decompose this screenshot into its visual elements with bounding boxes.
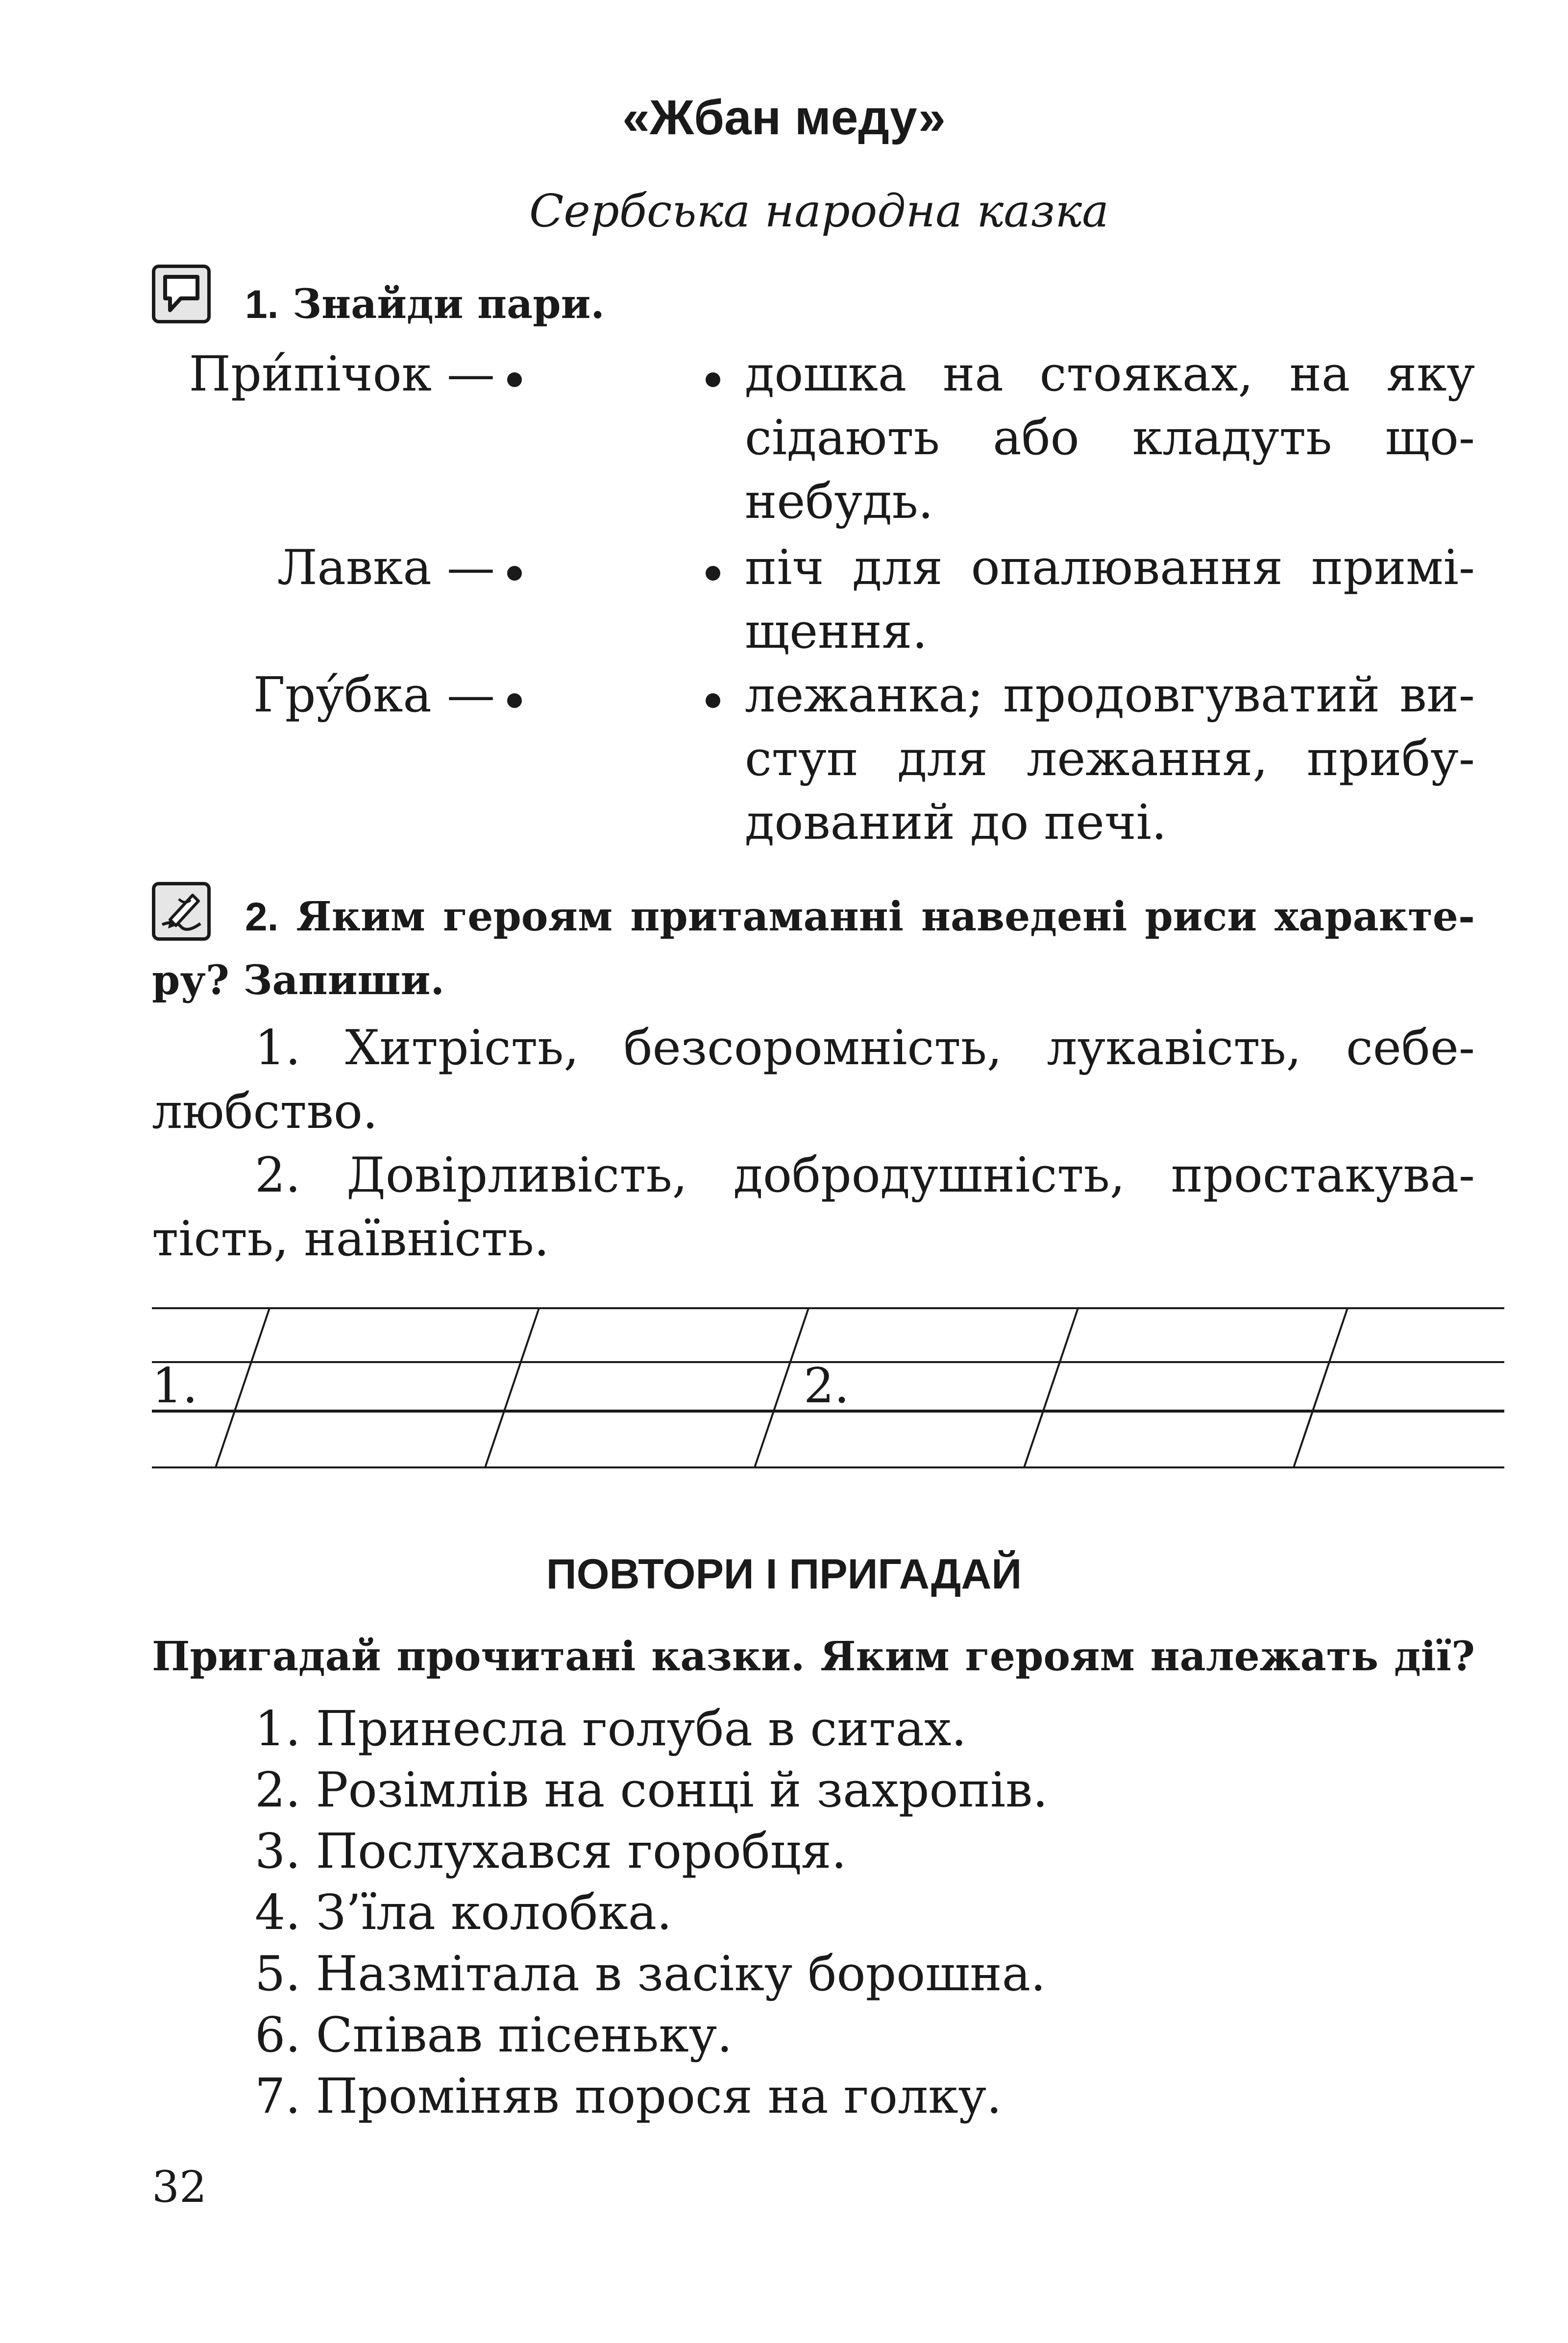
page-subtitle: Сербська народна казка [529, 185, 1109, 237]
review-item-4: 4. З’їла колобка. [255, 1885, 672, 1941]
match-dot-left-2[interactable] [507, 566, 522, 581]
definition-2-line-2: щення. [745, 604, 928, 659]
term-grubka: Гру́бка — [253, 667, 495, 723]
review-item-7: 7. Проміняв порося на голку. [255, 2069, 1002, 2124]
match-dot-left-3[interactable] [507, 693, 522, 708]
trait-2-line-2: тість, наївність. [152, 1211, 549, 1267]
term-pripichok: При́пічок — [189, 346, 495, 402]
review-question: Пригадай прочитані казки. Яким героям належать дії? [152, 1633, 1475, 1680]
review-section-title: ПОВТОРИ І ПРИГАДАЙ [546, 1551, 1022, 1598]
review-item-3: 3. Послухався горобця. [255, 1824, 847, 1879]
task2-heading-line-2: ру? Запиши. [152, 957, 445, 1004]
review-item-1: 1. Принесла голуба в ситах. [255, 1701, 967, 1757]
review-item-2: 2. Розімлів на сонці й захропів. [255, 1762, 1048, 1818]
speech-bubble-icon [152, 265, 211, 323]
definition-3-line-3: дований до печі. [745, 795, 1167, 851]
match-dot-right-1[interactable] [706, 372, 720, 387]
task1-number: 1. [245, 282, 279, 327]
definition-1-line-1: дошка на стояках, на яку [745, 346, 1475, 402]
trait-1-line-2: любство. [152, 1084, 378, 1140]
term-lavka: Лавка — [277, 540, 495, 596]
review-item-6: 6. Співав пісеньку. [255, 2007, 733, 2063]
definition-1-line-3: небудь. [745, 474, 933, 530]
match-dot-right-3[interactable] [706, 693, 720, 708]
review-item-5: 5. Назмітала в засіку борошна. [255, 1946, 1046, 2002]
page-number: 32 [152, 2162, 207, 2212]
task2-heading-line-1 [245, 893, 1475, 940]
task1-heading-text: Знайди пари. [292, 281, 605, 328]
task1-heading [245, 281, 605, 328]
match-dot-left-1[interactable] [507, 372, 522, 387]
trait-2-line-1: 2. Довірливість, добродушність, простакува- [255, 1147, 1475, 1203]
answer-label-1: 1. [152, 1358, 198, 1414]
trait-1-line-1: 1. Хитрість, безсоромність, лукавість, себе- [255, 1020, 1475, 1076]
definition-3-line-2: ступ для лежання, прибу- [745, 731, 1475, 787]
pencil-writing-icon [152, 882, 211, 941]
task2-number: 2. [245, 895, 279, 939]
page-title: «Жбан меду» [622, 90, 946, 145]
match-dot-right-2[interactable] [706, 566, 720, 581]
definition-3-line-1: лежанка; продовгуватий ви- [745, 667, 1475, 723]
definition-1-line-2: сідають або кладуть що- [745, 410, 1475, 466]
task2-heading-text: Яким героям притаманні наведені риси характе- [296, 893, 1475, 940]
definition-2-line-1: піч для опалювання примі- [745, 540, 1475, 596]
answer-label-2: 2. [804, 1358, 850, 1414]
